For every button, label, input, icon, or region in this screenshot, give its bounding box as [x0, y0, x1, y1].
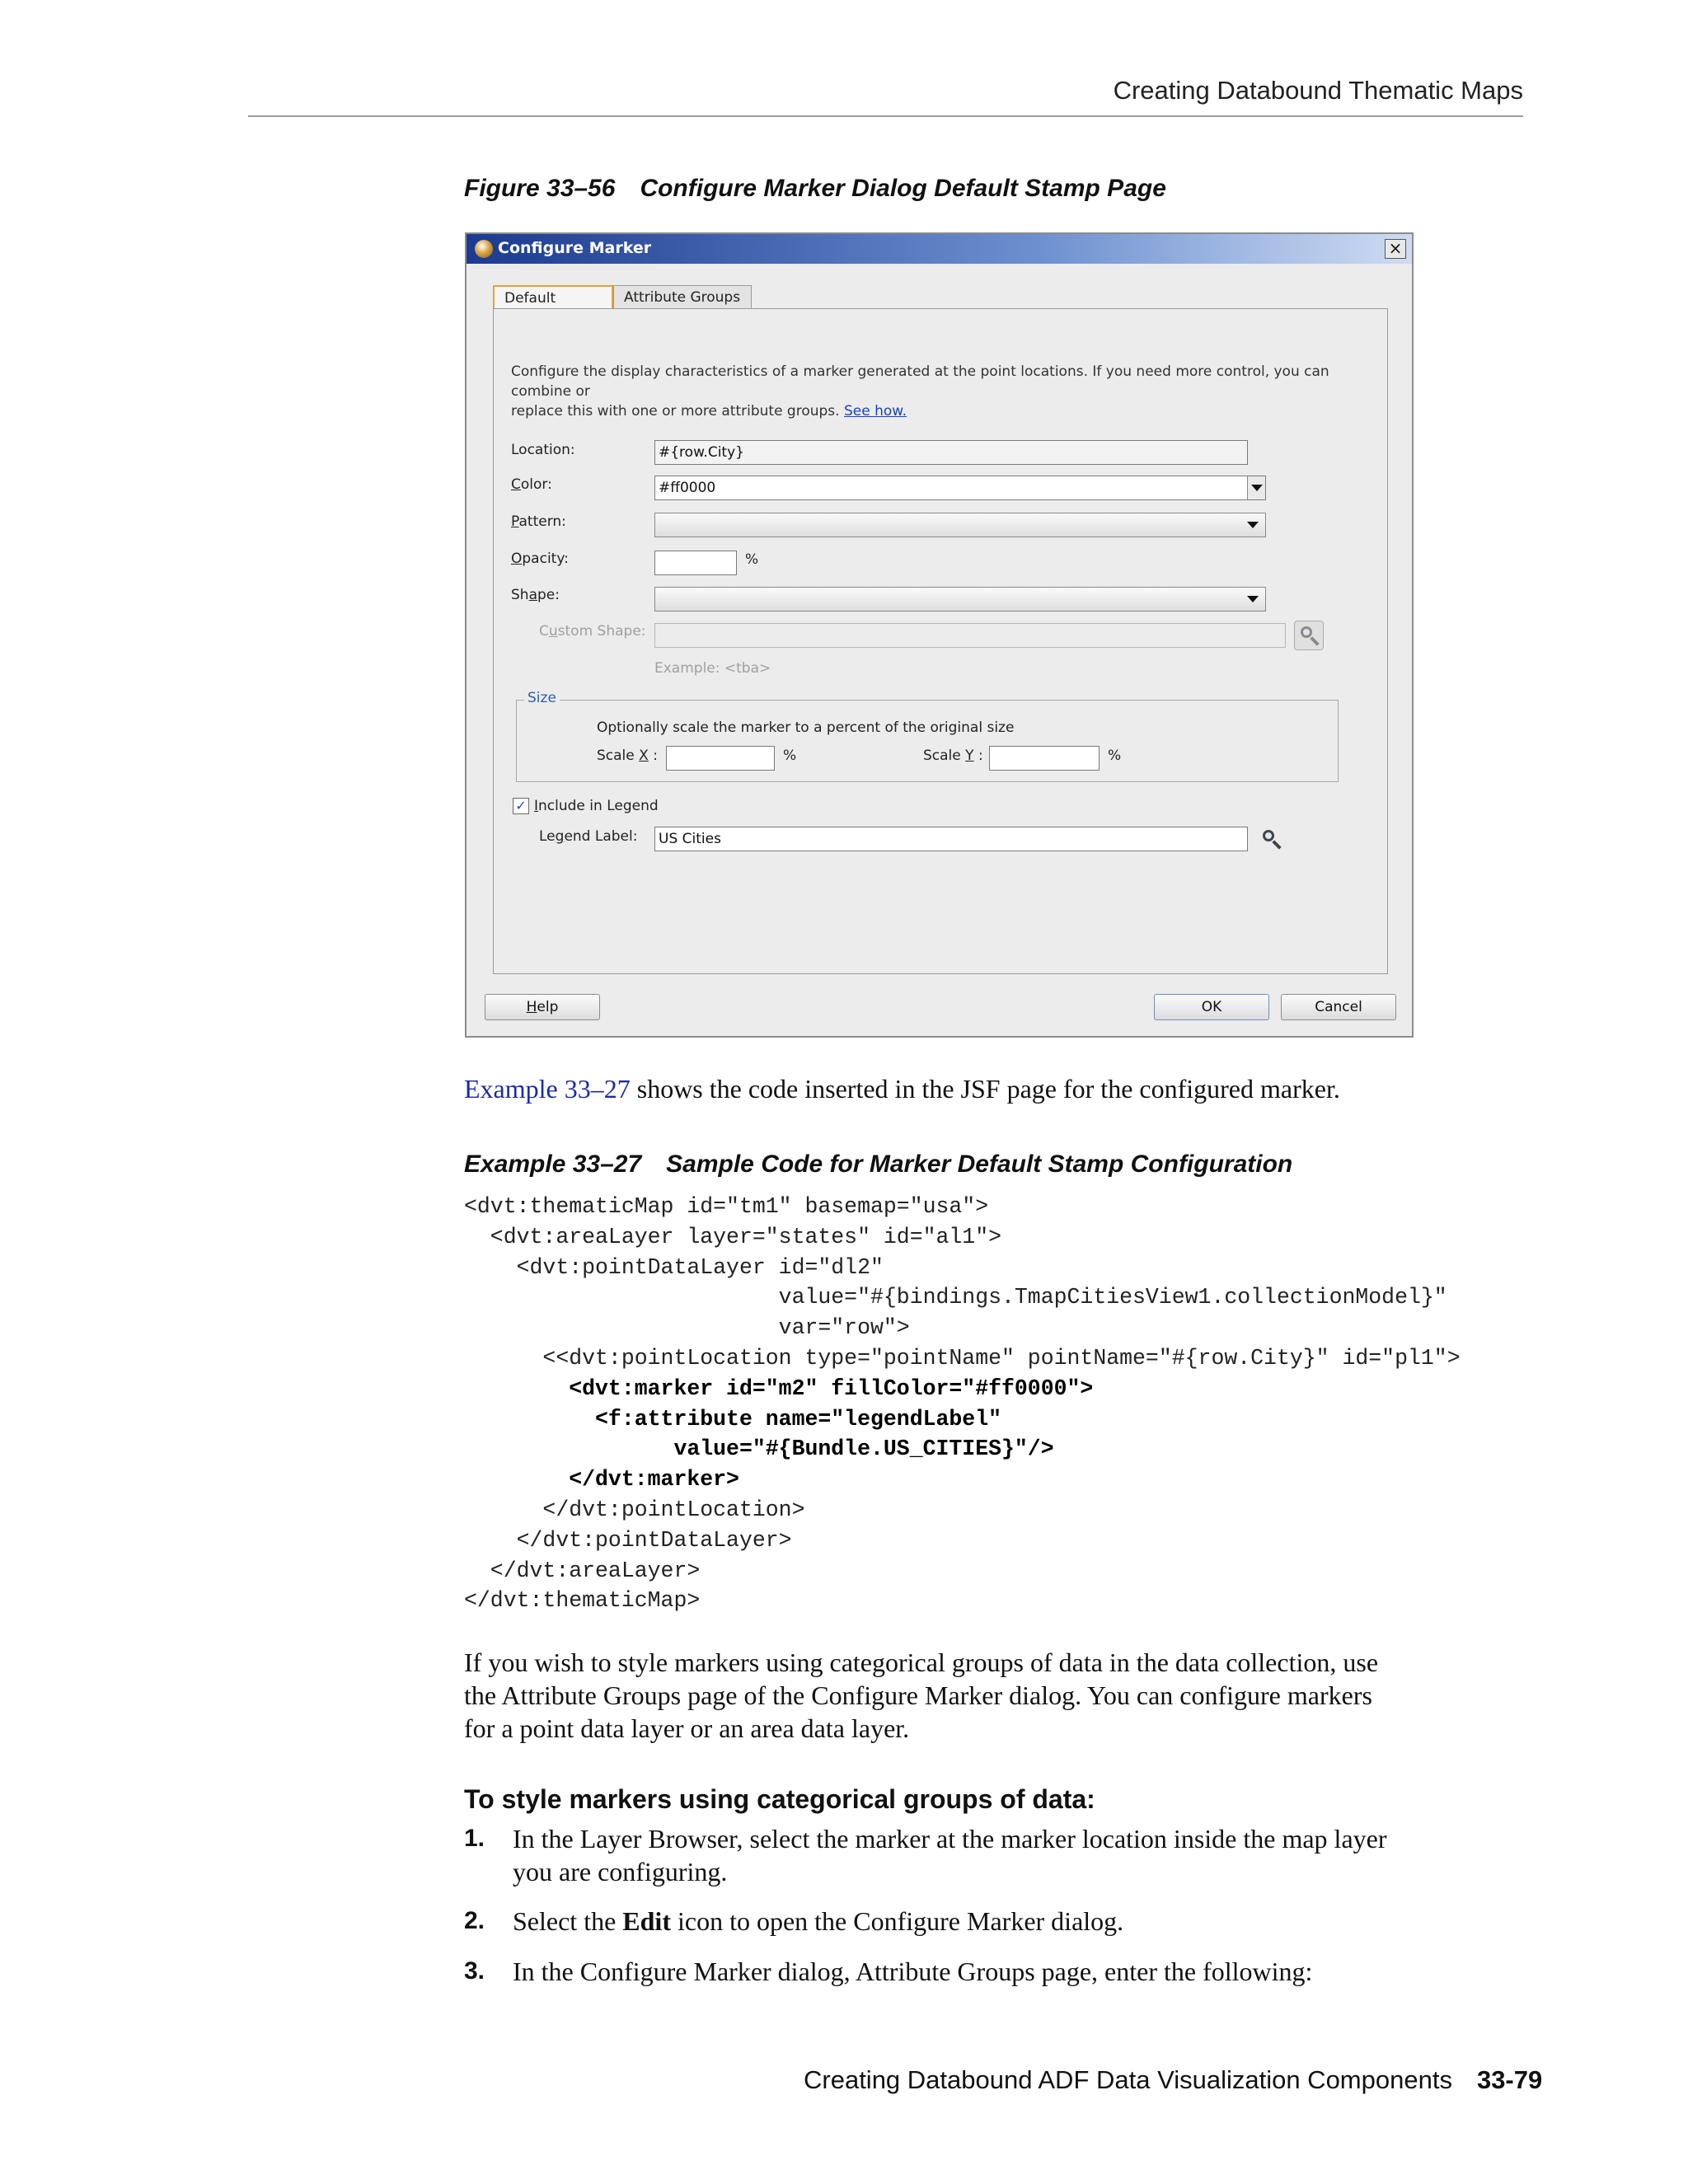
- location-field[interactable]: #{row.City}: [654, 440, 1248, 465]
- dialog-titlebar: [467, 234, 1412, 264]
- dialog-description: [511, 362, 1385, 421]
- code-line: <dvt:pointDataLayer id="dl2": [516, 1254, 884, 1280]
- running-header: Creating Databound Thematic Maps: [1113, 76, 1523, 105]
- step-3-text: In the Configure Marker dialog, Attribute Groups page, enter the following:: [513, 1957, 1313, 1986]
- custom-shape-label: Custom Shape:: [539, 623, 646, 640]
- code-line-highlighted: </dvt:marker>: [569, 1467, 739, 1493]
- custom-shape-field[interactable]: [654, 623, 1286, 648]
- color-dropdown-button[interactable]: [1247, 476, 1265, 499]
- app-icon: [475, 240, 493, 258]
- search-icon: [1301, 626, 1312, 638]
- pattern-combobox[interactable]: [654, 513, 1266, 537]
- intro-text: shows the code inserted in the JSF page for the configured marker.: [630, 1074, 1340, 1104]
- scale-y-field[interactable]: [989, 746, 1100, 771]
- code-line: </dvt:pointDataLayer>: [516, 1527, 792, 1553]
- figure-number: Figure 33–56: [464, 175, 616, 202]
- opacity-label: Opacity:: [511, 551, 569, 567]
- chevron-down-icon: [1247, 596, 1259, 602]
- code-line: <<dvt:pointLocation type="pointName" pointName="#{row.City}" id="pl1">: [542, 1345, 1461, 1371]
- example-caption: [464, 1151, 1292, 1179]
- scale-x-unit: %: [783, 748, 797, 764]
- size-group-legend: Size: [524, 690, 560, 706]
- code-line: <dvt:thematicMap id="tm1" basemap="usa">: [464, 1194, 989, 1219]
- code-sample: [464, 1192, 1461, 1616]
- pattern-label: Pattern:: [511, 513, 566, 530]
- legend-label-label: Legend Label:: [539, 828, 638, 845]
- procedure-heading: To style markers using categorical groups of data:: [464, 1784, 1095, 1814]
- opacity-field[interactable]: [654, 551, 737, 575]
- step-3-number: 3.: [464, 1957, 485, 1985]
- edit-term: Edit: [622, 1906, 671, 1936]
- configure-marker-dialog: [465, 232, 1414, 1038]
- example-xref-link[interactable]: Example 33–27: [464, 1074, 631, 1104]
- description-line-1: Configure the display characteristics of a marker generated at the point locations. If you need more control, you can combine or: [511, 363, 1329, 400]
- step-2-text: Select the Edit icon to open the Configure Marker dialog.: [513, 1906, 1124, 1936]
- ok-button[interactable]: OK: [1154, 994, 1269, 1020]
- code-line: <dvt:areaLayer layer="states" id="al1">: [490, 1224, 1002, 1249]
- step-1-text: In the Layer Browser, select the marker at the marker location inside the map layer you are configuring.: [513, 1824, 1387, 1886]
- cancel-button[interactable]: Cancel: [1281, 994, 1396, 1020]
- tab-default-stamp[interactable]: Default: [493, 285, 613, 308]
- code-line: </dvt:pointLocation>: [542, 1497, 805, 1522]
- description-line-2: replace this with one or more attribute groups. See how.: [511, 403, 907, 419]
- chevron-down-icon: [1251, 485, 1263, 491]
- code-block: [464, 1192, 1461, 1616]
- code-line: </dvt:thematicMap>: [464, 1588, 701, 1614]
- step-2-number: 2.: [464, 1907, 485, 1934]
- dialog-title: Configure Marker: [498, 239, 652, 257]
- scale-y-unit: %: [1108, 748, 1122, 764]
- figure-caption: [464, 175, 1166, 203]
- color-label: Color:: [511, 476, 552, 493]
- color-value: #ff0000: [659, 480, 716, 496]
- size-hint: Optionally scale the marker to a percent of the original size: [597, 719, 1015, 736]
- tab-attribute-groups[interactable]: Attribute Groups: [613, 285, 752, 308]
- include-in-legend-checkbox[interactable]: ✓: [513, 798, 529, 814]
- example-title: Sample Code for Marker Default Stamp Configuration: [666, 1151, 1293, 1178]
- see-how-link[interactable]: See how.: [843, 403, 907, 419]
- code-line-highlighted: value="#{Bundle.US_CITIES}"/>: [673, 1436, 1054, 1462]
- scale-y-label: Scale Y :: [923, 748, 983, 764]
- style-markers-paragraph: If you wish to style markers using categorical groups of data in the data collection, use the Attribute Groups page of the Configure Marker dialog. You can configure markers for a point data layer or an area data layer.: [464, 1647, 1379, 1743]
- header-rule: [248, 115, 1523, 117]
- figure-title: Configure Marker Dialog Default Stamp Page: [640, 175, 1166, 202]
- page-footer: [804, 2065, 1542, 2095]
- opacity-unit: %: [745, 551, 759, 568]
- search-icon: [1263, 830, 1274, 841]
- custom-shape-example: Example: <tba>: [654, 660, 771, 677]
- size-group: [516, 700, 1339, 782]
- shape-label: Shape:: [511, 587, 560, 603]
- chevron-down-icon: [1247, 522, 1259, 528]
- footer-title: Creating Databound ADF Data Visualization Components: [804, 2065, 1452, 2094]
- include-in-legend-label: Include in Legend: [534, 798, 659, 814]
- code-line: value="#{bindings.TmapCitiesView1.collectionModel}": [778, 1285, 1447, 1310]
- location-label: Location:: [511, 442, 575, 458]
- legend-label-field[interactable]: US Cities: [654, 827, 1248, 851]
- step-1-number: 1.: [464, 1825, 485, 1852]
- shape-combobox[interactable]: [654, 587, 1266, 612]
- scale-x-label: Scale X :: [597, 748, 658, 764]
- code-line-highlighted: <f:attribute name="legendLabel": [595, 1406, 1002, 1432]
- scale-x-field[interactable]: [666, 746, 775, 771]
- intro-paragraph: [464, 1072, 1340, 1105]
- example-number: Example 33–27: [464, 1151, 642, 1178]
- code-line: var="row">: [778, 1315, 910, 1341]
- legend-label-search-button[interactable]: [1256, 824, 1286, 854]
- close-icon[interactable]: ×: [1385, 239, 1406, 259]
- code-line-highlighted: <dvt:marker id="m2" fillColor="#ff0000">: [569, 1376, 1094, 1401]
- help-button[interactable]: Help: [485, 994, 600, 1020]
- code-line: </dvt:areaLayer>: [490, 1558, 701, 1583]
- custom-shape-search-button[interactable]: [1294, 621, 1324, 650]
- color-combobox[interactable]: [654, 476, 1266, 500]
- page-number: 33-79: [1476, 2065, 1543, 2094]
